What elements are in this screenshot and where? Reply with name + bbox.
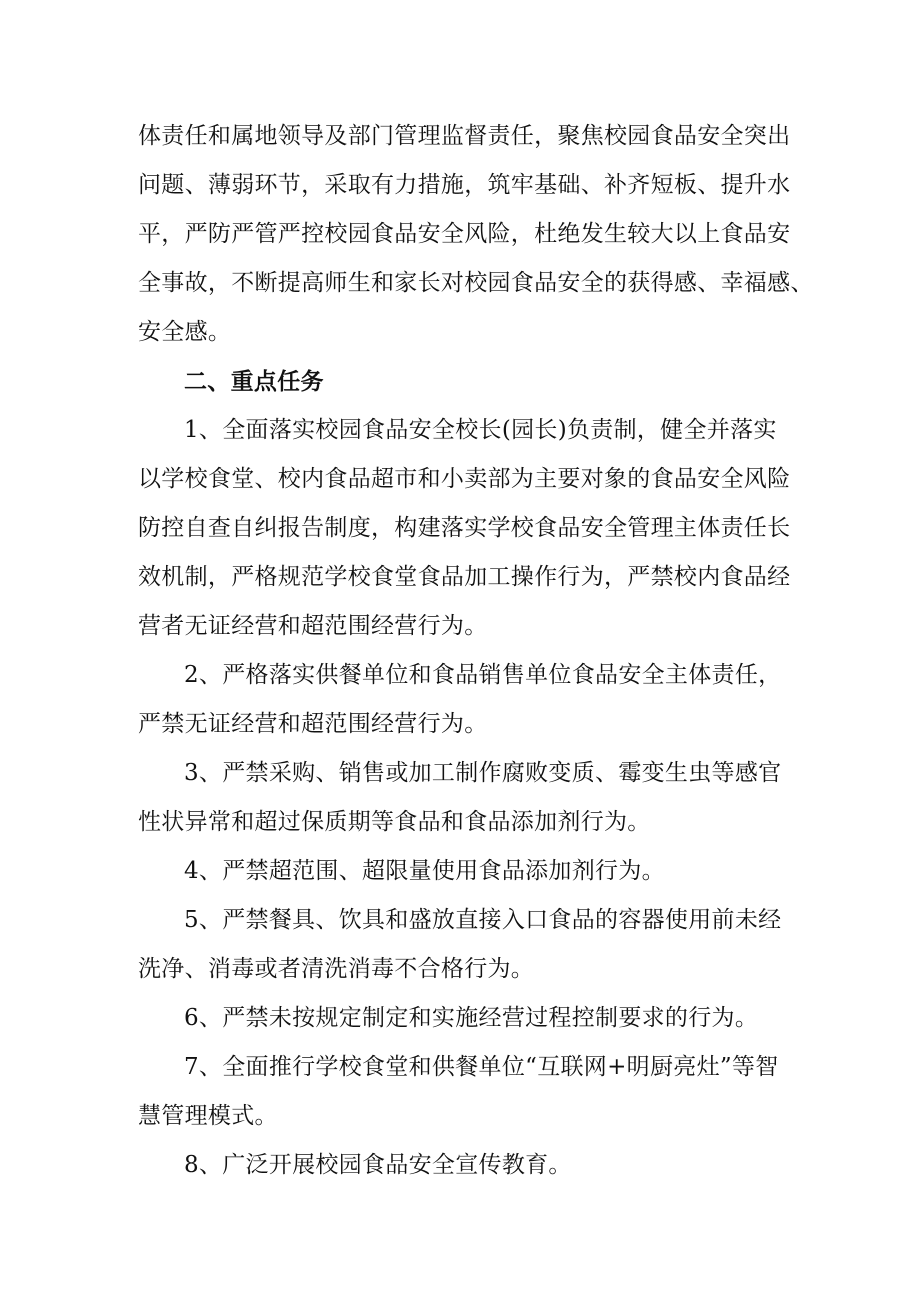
list-item-4 [138,847,788,896]
text-line: 1、全面落实校园食品安全校长(园长)负责制，健全并落实 [184,417,777,443]
list-item-6 [138,994,788,1043]
text-line: 4、严禁超范围、超限量使用食品添加剂行为。 [184,858,665,884]
paragraph-continuation [138,112,814,357]
text-line: 安全感。 [138,319,232,345]
text-line: 平，严防严管严控校园食品安全风险，杜绝发生较大以上食品安 [138,221,791,247]
document-body [138,112,814,1190]
text-line: 问题、薄弱环节，采取有力措施，筑牢基础、补齐短板、提升水 [138,172,791,198]
text-line: 7、全面推行学校食堂和供餐单位“互联网+明厨亮灶”等智 [184,1054,779,1080]
text-line: 效机制，严格规范学校食堂食品加工操作行为，严禁校内食品经 [138,564,791,590]
text-line: 以学校食堂、校内食品超市和小卖部为主要对象的食品安全风险 [138,466,791,492]
text-line: 8、广泛开展校园食品安全宣传教育。 [184,1152,572,1178]
text-line: 洗净、消毒或者清洗消毒不合格行为。 [138,956,535,982]
text-line: 5、严禁餐具、饮具和盛放直接入口食品的容器使用前未经 [184,907,782,933]
text-line: 体责任和属地领导及部门管理监督责任，聚焦校园食品安全突出 [138,123,791,149]
text-line: 2、严格落实供餐单位和食品销售单位食品安全主体责任， [184,662,782,688]
text-line: 性状异常和超过保质期等食品和食品添加剂行为。 [138,809,651,835]
text-line: 3、严禁采购、销售或加工制作腐败变质、霉变生虫等感官 [184,760,782,786]
text-line: 6、严禁未按规定制定和实施经营过程控制要求的行为。 [184,1005,759,1031]
heading-text: 二、重点任务 [184,368,324,395]
list-item-7 [138,1043,788,1141]
text-line: 营者无证经营和超范围经营行为。 [138,613,488,639]
text-line: 慧管理模式。 [138,1103,278,1129]
text-line: 全事故，不断提高师生和家长对校园食品安全的获得感、幸福感、 [138,270,814,296]
list-item-1 [138,406,791,651]
section-heading [138,357,788,406]
text-line: 防控自查自纠报告制度，构建落实学校食品安全管理主体责任长 [138,515,791,541]
list-item-2 [138,651,788,749]
list-item-8 [138,1141,788,1190]
text-line: 严禁无证经营和超范围经营行为。 [138,711,488,737]
list-item-5 [138,896,788,994]
list-item-3 [138,749,788,847]
